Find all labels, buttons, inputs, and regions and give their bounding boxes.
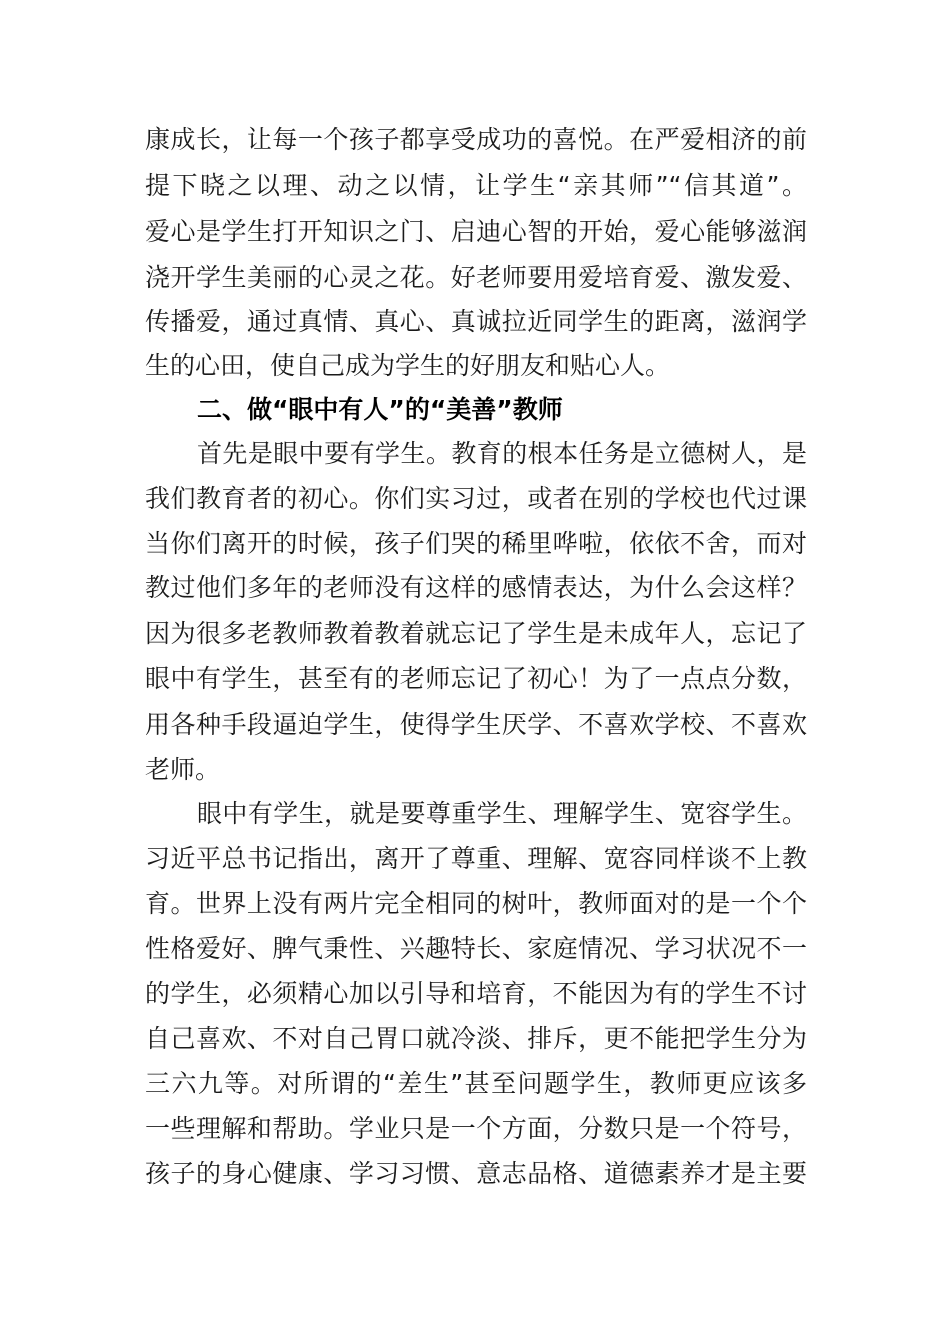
paragraph-3-line-8: 一些理解和帮助。学业只是一个方面，分数只是一个符号， xyxy=(145,1114,807,1143)
paragraph-2-line-1: 首先是眼中要有学生。教育的根本任务是立德树人，是 xyxy=(197,439,807,468)
paragraph-3-line-5: 的学生，必须精心加以引导和培育，不能因为有的学生不讨 xyxy=(145,979,807,1008)
paragraph-3-line-1: 眼中有学生，就是要尊重学生、理解学生、宽容学生。 xyxy=(197,799,807,828)
paragraph-3-line-3: 育。世界上没有两片完全相同的树叶，教师面对的是一个个 xyxy=(145,889,807,918)
paragraph-1-line-6: 生的心田，使自己成为学生的好朋友和贴心人。 xyxy=(145,351,671,380)
paragraph-1-line-3: 爱心是学生打开知识之门、启迪心智的开始，爱心能够滋润 xyxy=(145,217,807,246)
paragraph-2-line-4: 教过他们多年的老师没有这样的感情表达，为什么会这样？ xyxy=(145,573,807,602)
paragraph-3-line-2: 习近平总书记指出，离开了尊重、理解、宽容同样谈不上教 xyxy=(145,844,807,873)
paragraph-2-line-7: 用各种手段逼迫学生，使得学生厌学、不喜欢学校、不喜欢 xyxy=(145,710,807,739)
paragraph-3-line-9: 孩子的身心健康、学习习惯、意志品格、道德素养才是主要 xyxy=(145,1159,807,1188)
paragraph-1-line-5: 传播爱，通过真情、真心、真诚拉近同学生的距离，滋润学 xyxy=(145,307,807,336)
paragraph-2-line-3: 当你们离开的时候，孩子们哭的稀里哗啦，依依不舍，而对 xyxy=(145,529,807,558)
paragraph-3-line-6: 自己喜欢、不对自己胃口就冷淡、排斥，更不能把学生分为 xyxy=(145,1024,807,1053)
paragraph-3-line-7: 三六九等。对所谓的“差生”甚至问题学生，教师更应该多 xyxy=(145,1069,807,1098)
paragraph-2-line-8: 老师。 xyxy=(145,755,221,784)
paragraph-3-line-4: 性格爱好、脾气秉性、兴趣特长、家庭情况、学习状况不一 xyxy=(145,934,807,963)
section-heading: 二、做“眼中有人”的“美善”教师 xyxy=(197,395,563,424)
paragraph-1-line-2: 提下晓之以理、动之以情，让学生“亲其师”“信其道”。 xyxy=(145,171,807,200)
paragraph-2-line-2: 我们教育者的初心。你们实习过，或者在别的学校也代过课 xyxy=(145,484,807,513)
paragraph-2-line-5: 因为很多老教师教着教着就忘记了学生是未成年人，忘记了 xyxy=(145,619,807,648)
paragraph-1-line-4: 浇开学生美丽的心灵之花。好老师要用爱培育爱、激发爱、 xyxy=(145,263,807,292)
paragraph-2-line-6: 眼中有学生，甚至有的老师忘记了初心！为了一点点分数， xyxy=(145,664,807,693)
paragraph-1-line-1: 康成长，让每一个孩子都享受成功的喜悦。在严爱相济的前 xyxy=(145,125,807,154)
